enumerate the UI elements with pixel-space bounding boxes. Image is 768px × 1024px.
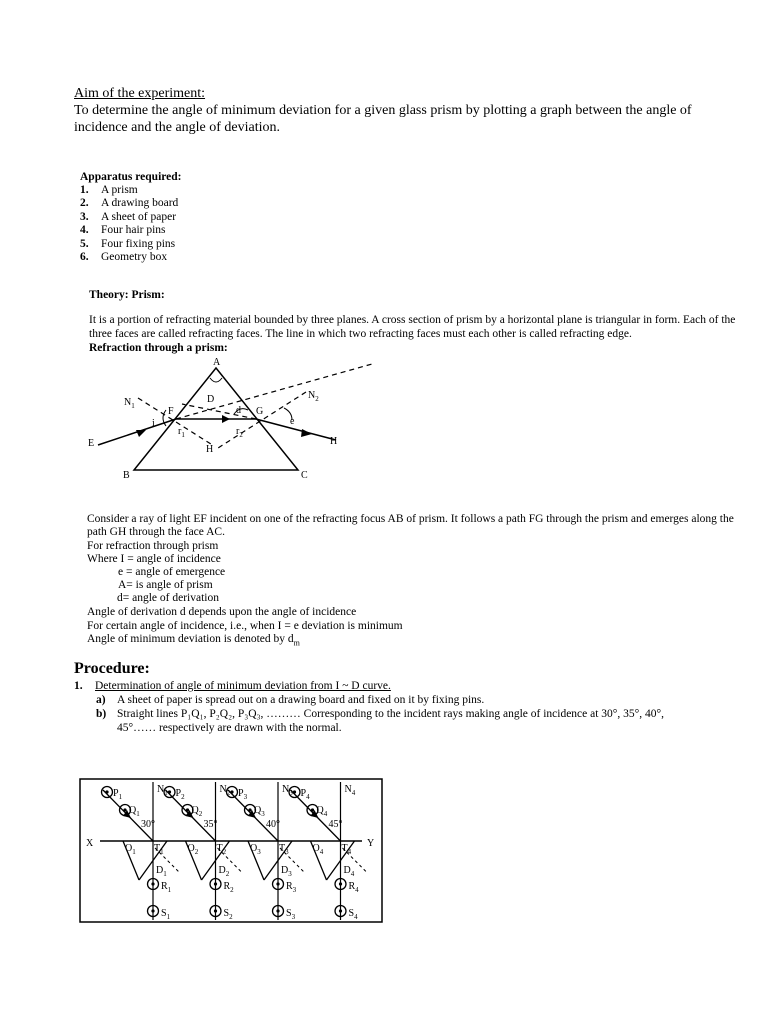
depends-text: Angle of derivation d depends upon the angle of incidence xyxy=(87,606,357,618)
label-h-out: H xyxy=(330,436,338,447)
label-o: $O_1$ xyxy=(125,843,136,856)
label-h-inside: H xyxy=(206,444,214,455)
aim-heading: Aim of the experiment: xyxy=(74,86,206,101)
e-definition: e = angle of emergence xyxy=(118,566,226,578)
label-angle: 45° xyxy=(328,819,343,830)
pin-set-2 xyxy=(164,782,242,921)
list-item: 5. Four fixing pins xyxy=(80,237,176,250)
apparatus-list xyxy=(80,184,178,264)
pin-diagram xyxy=(79,778,384,923)
procedure-step-b-cont: 45°…… respectively are drawn with the normal. xyxy=(117,722,342,734)
label-d-angle: d xyxy=(236,405,241,416)
label-c: C xyxy=(301,470,308,481)
label-y: Y xyxy=(367,838,375,849)
label-i: i xyxy=(152,418,155,429)
denoted-text: Angle of minimum deviation is denoted by $d_m$ xyxy=(87,633,300,648)
label-e-point: E xyxy=(88,438,95,449)
label-n1: $N_1$ xyxy=(124,397,135,410)
a-definition: A= is angle of prism xyxy=(118,579,213,591)
procedure-heading: Procedure: xyxy=(74,660,150,677)
label-g: G xyxy=(256,406,264,417)
pin-p xyxy=(102,787,113,798)
d-definition: d= angle of derivation xyxy=(117,592,219,604)
label-r: $R_4$ xyxy=(348,881,359,894)
label-q: $Q_3$ xyxy=(254,805,265,818)
label-e-angle: e xyxy=(290,416,295,427)
label-q: $Q_1$ xyxy=(129,805,140,818)
label-r1: $r_1$ xyxy=(178,426,185,439)
certain-text: For certain angle of incidence, i.e., when I = e deviation is minimum xyxy=(87,620,403,632)
procedure-step-1: 1. Determination of angle of minimum deviation from I ~ D curve. xyxy=(74,680,391,692)
label-angle: 40° xyxy=(266,819,280,830)
label-r: $R_1$ xyxy=(161,881,172,894)
prism-diagram xyxy=(80,352,380,484)
label-d: $D_3$ xyxy=(281,865,292,878)
label-r: $R_2$ xyxy=(223,881,234,894)
label-x: X xyxy=(86,838,94,849)
label-n: $N_2$ xyxy=(219,784,231,797)
label-s: $S_4$ xyxy=(348,908,358,921)
list-item: 3. A sheet of paper xyxy=(80,210,177,223)
theory-heading: Theory: Prism: xyxy=(89,289,165,301)
label-d-point: D xyxy=(207,394,215,405)
label-o: $O_4$ xyxy=(312,843,324,856)
where-i: Where I = angle of incidence xyxy=(87,553,221,565)
list-item: 4. Four hair pins xyxy=(80,224,166,237)
label-s: $S_1$ xyxy=(161,908,171,921)
label-p: $P_4$ xyxy=(300,788,310,801)
label-t: $T_1$ xyxy=(154,843,164,856)
list-item: 2. A drawing board xyxy=(80,197,179,210)
label-o: $O_2$ xyxy=(187,843,199,856)
label-p: $P_1$ xyxy=(113,788,123,801)
list-item: 6. Geometry box xyxy=(80,251,168,264)
label-p: $P_3$ xyxy=(238,788,248,801)
label-n: $N_1$ xyxy=(157,784,168,797)
label-p: $P_2$ xyxy=(175,788,185,801)
label-r2: $r_2$ xyxy=(236,426,243,439)
label-o: $O_3$ xyxy=(250,843,261,856)
label-t: $T_4$ xyxy=(341,843,352,856)
label-r: $R_3$ xyxy=(286,881,297,894)
aim-text: To determine the angle of minimum deviation for a given glass prism by plotting a graph between the angle of incidence and the angle of deviation. xyxy=(74,103,692,135)
label-n: $N_4$ xyxy=(344,784,356,797)
label-t: $T_2$ xyxy=(216,843,227,856)
label-q: $Q_4$ xyxy=(316,805,328,818)
label-n: $N_3$ xyxy=(282,784,293,797)
procedure-step-a: a) A sheet of paper is spread out on a drawing board and fixed on it by fixing pins. xyxy=(96,694,485,706)
label-d: $D_2$ xyxy=(218,865,230,878)
label-d: $D_4$ xyxy=(343,865,355,878)
explanation-paragraph: Consider a ray of light EF incident on one of the refracting focus AB of prism. It follows a path FG through the prism and emerges along the path GH through the face AC. xyxy=(87,513,734,539)
label-d: $D_1$ xyxy=(156,865,167,878)
pin-set-1 xyxy=(102,782,180,921)
label-angle: 30° xyxy=(141,819,155,830)
apparatus-heading: Apparatus required: xyxy=(80,171,182,183)
label-q: $Q_2$ xyxy=(191,805,203,818)
pin-set-4 xyxy=(289,782,367,921)
label-f: F xyxy=(168,406,174,417)
label-b: B xyxy=(123,470,130,481)
list-item: 1. A prism xyxy=(80,184,138,196)
procedure-step-b: b) Straight lines P₁Q₁, P₂Q₂, P₃Q₃, ……… Corresponding to the incident rays making angle of incidence at 30°, 35°, 40°, xyxy=(96,708,664,720)
pin-set-3 xyxy=(227,782,305,921)
label-a: A xyxy=(213,357,221,368)
label-s: $S_3$ xyxy=(286,908,296,921)
label-angle: 35° xyxy=(203,819,218,830)
theory-text: It is a portion of refracting material bounded by three planes. A cross section of prism by a horizontal plane is triangular in form. Each of the three faces are called refracting faces. The line in which two refracting faces must each other is called refracting edge. xyxy=(89,314,736,340)
label-t: $T_3$ xyxy=(279,843,289,856)
refraction-heading: Refraction through a prism: xyxy=(89,342,228,354)
label-s: $S_2$ xyxy=(223,908,233,921)
label-n2: $N_2$ xyxy=(308,390,319,403)
for-refraction: For refraction through prism xyxy=(87,540,219,552)
